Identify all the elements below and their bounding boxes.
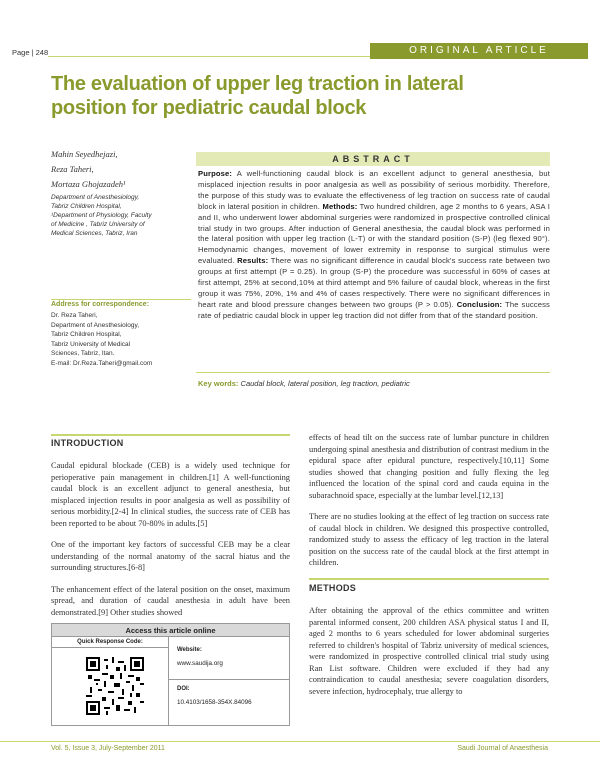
correspondence-line: Department of Anesthesiology, xyxy=(51,321,140,329)
correspondence-line: Tabriz University of Medical xyxy=(51,340,131,348)
page-number: Page | 248 xyxy=(12,48,49,57)
right-column-body xyxy=(309,432,549,579)
author-list xyxy=(51,147,186,192)
keywords xyxy=(198,379,550,388)
website-link[interactable]: www.saudija.org xyxy=(177,660,223,667)
abstract-purpose: A well-functioning caudal block is an excellent adjunct to general anesthesia, but misplaced injection results in poor analgesia as well as possibility of serious morbidity. Therefore, the purpose of this study was to evaluate the effectiveness of leg traction on success rate of caudal block in lateral position in children. xyxy=(198,169,550,211)
access-heading: Access this article online xyxy=(52,624,289,637)
footer-rule xyxy=(0,741,600,742)
affiliation-line: Tabriz Children Hospital, xyxy=(51,203,122,210)
doi-link[interactable]: 10.4103/1658-354X.84096 xyxy=(177,699,252,706)
affiliation-line: Medical Sciences, Tabriz, Iran xyxy=(51,230,138,237)
abstract-results-label: Results: xyxy=(237,256,269,266)
title-line: position for pediatric caudal block xyxy=(51,97,367,119)
introduction-heading: INTRODUCTION xyxy=(51,438,124,448)
author-name: Mahin Seyedhejazi, xyxy=(51,149,118,159)
section-tag: ORIGINAL ARTICLE xyxy=(370,43,588,59)
paragraph: Caudal epidural blockade (CEB) is a widely used technique for perioperative pain management in children.[1] A well-functioning caudal block is an excellent adjunct to general anesthesia, but misplaced injection results in poor analgesia as well as possibility of serious morbidity.[2-4] In clinical studies, the success rate of CEB has been reported to be about 70-80% in adults.[5] xyxy=(51,461,290,528)
abstract-methods-label: Methods: xyxy=(322,201,358,211)
affiliation-line: of Medicine , Tabriz University of xyxy=(51,221,145,228)
affiliation-line: Department of Anesthesiology, xyxy=(51,194,140,201)
abstract-body xyxy=(198,169,550,322)
correspondence-line: Tabriz Children Hospital, xyxy=(51,331,122,338)
abstract-results: There was no significant difference in caudal block's success rate between two groups at first attempt (P = 0.25). In group (S-P) the procedure was successful in 60% of cases at first attempt, 25% at second,10% at third attempt and 5% failure of caudal block, whereas in the first group it was 75%, 20%, 1% and 4% of cases respectively. There were no significant differences in heart rate and blood pressure changes between two groups (P > 0.05). xyxy=(198,256,550,309)
title-line: The evaluation of upper leg traction in lateral xyxy=(51,73,464,95)
footer-issue: Vol. 5, Issue 3, July-September 2011 xyxy=(51,745,165,752)
footer-journal: Saudi Journal of Anaesthesia xyxy=(457,745,548,752)
website-label: Website: xyxy=(177,647,202,653)
introduction-body xyxy=(51,460,290,628)
paragraph: One of the important key factors of successful CEB may be a clear understanding of the normal anatomy of the sacral hiatus and the surrounding structures.[6-8] xyxy=(51,540,290,572)
abstract-conclusion-label: Conclusion: xyxy=(456,299,503,309)
qr-code-icon[interactable] xyxy=(86,657,144,715)
qr-area xyxy=(52,648,169,726)
paragraph: effects of head tilt on the success rate of lumbar puncture in children undergoing spinal anesthesia and distribution of contrast medium in the epidural space after epidural puncture, respectively.[10,11] Some studies showed that changing position and fully flexing the leg influenced the location of the spinal cord and cauda equina in the subarachnoid space, especially at the lumbar level.[12,13] xyxy=(309,433,549,500)
paragraph: After obtaining the approval of the ethics committee and written parental informed consent, 200 children ASA physical status I and II, aged 2 months to 6 years scheduled for lower abdominal surgeries referred to children's hospital of Tabriz university of medical sciences, were randomized in prospective controlled clinical trial study using Ran List software. Children were excluded if they had any contraindication to caudal anesthesia; severe coagulation disorders, severe infection, hydrocephaly, true allergy to xyxy=(309,606,549,696)
author-name: Reza Taheri, xyxy=(51,164,94,174)
article-title xyxy=(51,72,551,120)
affiliations xyxy=(51,193,191,238)
abstract-conclusion: The success rate of pediatric caudal block in upper leg traction did not differ from that of the standard position. xyxy=(198,299,550,320)
correspondence-rule xyxy=(51,299,191,300)
keywords-label: Key words: xyxy=(198,379,239,388)
author-name: Mortaza Ghojazadeh¹ xyxy=(51,179,126,189)
introduction-rule xyxy=(51,434,290,436)
abstract-methods: Two hundred children, age 2 months to 6 years, ASA I and II, who underwent lower abdominal surgeries were randomized in prospective controlled clinical trial study in two groups. After induction of General anesthesia, the caudal block was performed in the lateral position with upper leg traction (L-T) or with the standard position (S-P) (leg flexed 90°). Hemodynamic changes, movement of lower extremity in response to surgical stimulus were evaluated. xyxy=(198,201,550,266)
abstract-heading: ABSTRACT xyxy=(196,152,550,166)
affiliation-line: ¹Department of Physiology, Faculty xyxy=(51,212,152,219)
abstract-purpose-label: Purpose: xyxy=(198,169,233,178)
correspondence-line: Dr. Reza Taheri, xyxy=(51,312,98,319)
methods-heading: METHODS xyxy=(309,583,357,593)
paragraph: The enhancement effect of the lateral position on the onset, maximum spread, and duration of caudal anesthesia in adult have been demonstrated.[9] Other studies showed xyxy=(51,584,290,617)
keywords-rule xyxy=(196,372,550,373)
correspondence-email[interactable]: E-mail: Dr.Reza.Taheri@gmail.com xyxy=(51,359,153,367)
correspondence-address xyxy=(51,311,191,368)
info-divider xyxy=(169,679,289,680)
methods-rule xyxy=(309,578,549,580)
keywords-text: Caudal block, lateral position, leg traction, pediatric xyxy=(240,379,410,388)
doi-label: DOI: xyxy=(177,686,190,692)
paragraph: There are no studies looking at the effect of leg traction on success rate of caudal block in children. We designed this prospective controlled, randomized study to assess the efficacy of leg traction in the lateral position on the success rate of the caudal block at the first attempt in children. xyxy=(309,512,549,567)
correspondence-line: Sciences, Tabriz, Itan. xyxy=(51,350,115,357)
correspondence-heading: Address for correspondence: xyxy=(51,301,150,308)
access-online-box xyxy=(51,623,290,726)
qr-label: Quick Response Code: xyxy=(52,637,169,648)
methods-body xyxy=(309,605,549,707)
